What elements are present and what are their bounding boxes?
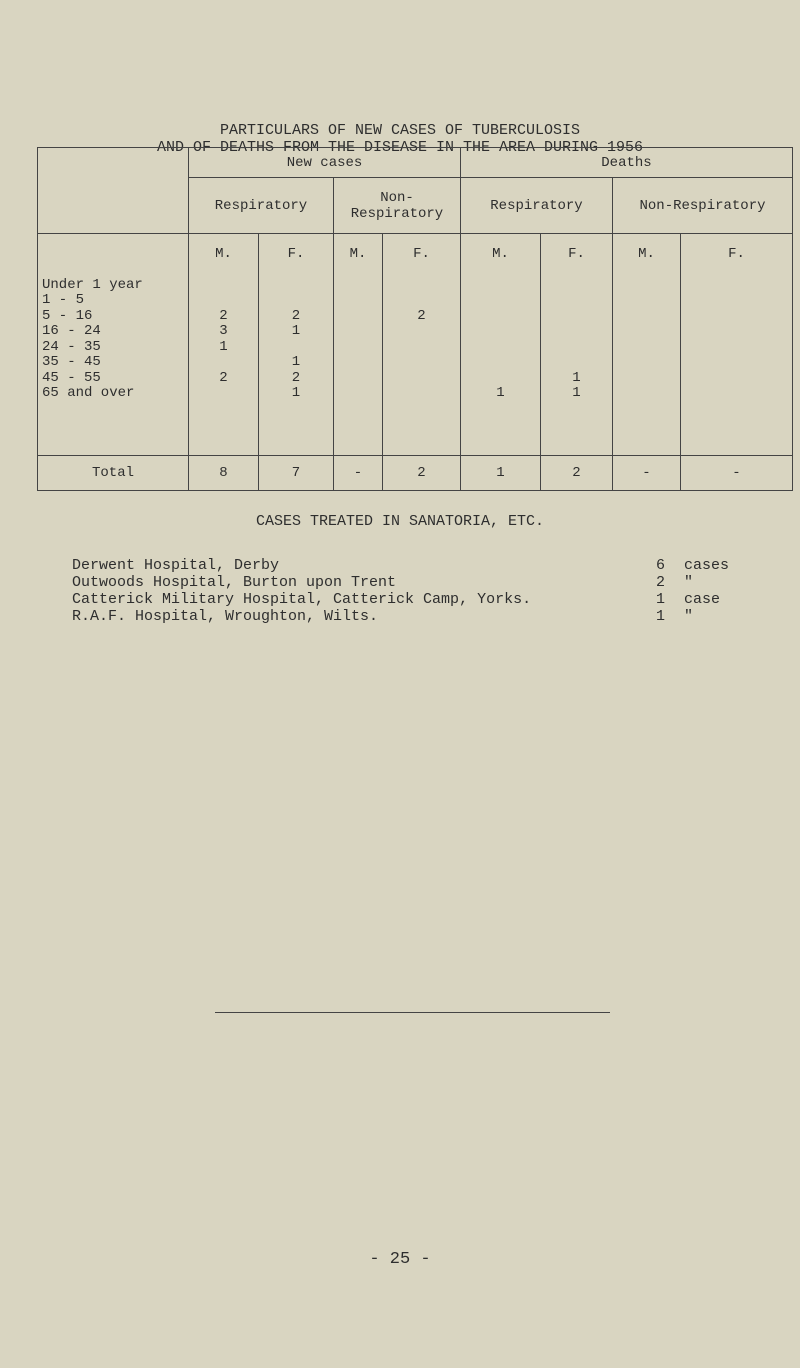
age-group-label: 16 - 24 <box>42 323 101 339</box>
data-cell <box>189 355 258 371</box>
case-count: 1 <box>656 608 666 625</box>
sanatorium-name: Catterick Military Hospital, Catterick Camp, Yorks. <box>72 591 532 608</box>
sanatorium-name: Outwoods Hospital, Burton upon Trent <box>72 574 397 591</box>
case-count: 2 <box>656 574 666 591</box>
total-cell: - <box>681 456 793 491</box>
data-cell <box>259 293 333 309</box>
age-group-label: Under 1 year <box>42 276 143 293</box>
data-cell <box>681 386 792 402</box>
subgroup-header: Non-Respiratory <box>334 178 461 234</box>
data-cell: 1 <box>572 369 581 386</box>
subgroup-header: Non-Respiratory <box>613 178 793 234</box>
data-cell <box>541 340 612 356</box>
data-cell <box>541 355 612 371</box>
sex-header: M. <box>638 246 655 262</box>
group-new-cases: New cases <box>189 148 461 178</box>
data-cell <box>461 340 540 356</box>
total-cell: 8 <box>189 456 259 491</box>
data-cell <box>541 324 612 340</box>
data-cell <box>681 293 792 309</box>
data-cell <box>461 309 540 325</box>
age-group-column <box>38 234 189 456</box>
page-number: - 25 - <box>369 1250 431 1269</box>
divider <box>215 1012 610 1013</box>
data-cell <box>461 278 540 294</box>
data-cell <box>681 324 792 340</box>
data-cell <box>613 309 680 325</box>
data-column <box>541 234 613 456</box>
data-column <box>461 234 541 456</box>
case-unit: " <box>684 574 694 591</box>
data-cell: 2 <box>291 307 301 324</box>
data-cell <box>541 293 612 309</box>
data-cell <box>383 293 460 309</box>
sanatorium-name: Derwent Hospital, Derby <box>72 557 280 574</box>
data-cell <box>541 278 612 294</box>
case-unit: " <box>684 608 694 625</box>
sanatoria-list <box>72 557 772 625</box>
title-line-2: AND OF DEATHS FROM THE DISEASE IN THE AREA DURING 1956 <box>156 139 644 156</box>
total-cell: - <box>613 456 681 491</box>
data-cell: 1 <box>572 385 581 401</box>
data-cell <box>613 293 680 309</box>
data-cell <box>681 309 792 325</box>
data-column <box>189 234 259 456</box>
tuberculosis-table <box>37 147 793 491</box>
sex-header: F. <box>568 246 585 262</box>
age-group-label: 35 - 45 <box>42 354 101 370</box>
case-count: 6 <box>656 557 666 574</box>
data-cell <box>613 278 680 294</box>
data-cell: 1 <box>219 338 228 355</box>
sanatorium-row <box>72 608 772 625</box>
age-group-label: 5 - 16 <box>42 307 93 324</box>
age-group-label: 1 - 5 <box>42 292 85 308</box>
data-cell <box>613 324 680 340</box>
data-cell <box>613 355 680 371</box>
title-line-1: PARTICULARS OF NEW CASES OF TUBERCULOSIS <box>219 122 581 139</box>
corner-cell <box>38 148 189 234</box>
data-cell <box>189 386 258 402</box>
data-cell <box>681 371 792 387</box>
data-cell: 2 <box>291 369 301 386</box>
data-cell <box>461 293 540 309</box>
data-cell <box>461 371 540 387</box>
sanatoria-heading: CASES TREATED IN SANATORIA, ETC. <box>255 513 545 530</box>
sanatorium-name: R.A.F. Hospital, Wroughton, Wilts. <box>72 608 379 625</box>
sex-header: M. <box>349 246 367 262</box>
total-cell: 7 <box>259 456 334 491</box>
age-group-label: 65 and over <box>42 385 135 401</box>
data-cell <box>189 293 258 309</box>
data-cell <box>334 386 382 402</box>
data-cell: 1 <box>291 354 301 370</box>
sex-header: F. <box>287 246 305 262</box>
total-cell: 2 <box>383 456 461 491</box>
data-cell: 2 <box>219 307 228 324</box>
data-cell <box>334 355 382 371</box>
total-label: Total <box>38 456 189 491</box>
data-cell <box>259 278 333 294</box>
data-cell <box>383 278 460 294</box>
data-cell <box>613 386 680 402</box>
total-cell: 1 <box>461 456 541 491</box>
subgroup-header: Respiratory <box>461 178 613 234</box>
data-cell <box>334 309 382 325</box>
total-cell: 2 <box>541 456 613 491</box>
sanatorium-row <box>72 574 772 591</box>
group-deaths: Deaths <box>461 148 793 178</box>
subgroup-header: Respiratory <box>189 178 334 234</box>
data-cell <box>681 340 792 356</box>
data-column <box>259 234 334 456</box>
data-cell <box>334 371 382 387</box>
data-cell <box>383 340 460 356</box>
data-column <box>613 234 681 456</box>
data-cell <box>681 278 792 294</box>
data-cell <box>334 340 382 356</box>
data-cell <box>189 278 258 294</box>
sex-header: M. <box>492 246 509 262</box>
age-group-label: 24 - 35 <box>42 338 101 355</box>
data-column <box>681 234 793 456</box>
case-unit: case <box>684 591 721 608</box>
data-column <box>383 234 461 456</box>
data-cell <box>383 386 460 402</box>
data-cell <box>334 278 382 294</box>
data-cell: 2 <box>417 307 426 324</box>
sex-header: F. <box>413 246 430 262</box>
data-cell <box>541 309 612 325</box>
data-cell: 1 <box>291 323 301 339</box>
data-column <box>334 234 383 456</box>
data-cell: 1 <box>496 385 505 401</box>
data-cell <box>383 355 460 371</box>
data-cell <box>334 293 382 309</box>
total-cell: - <box>334 456 383 491</box>
sex-header: M. <box>215 246 232 262</box>
data-cell <box>461 355 540 371</box>
data-cell <box>334 324 382 340</box>
data-cell <box>681 355 792 371</box>
data-cell <box>461 324 540 340</box>
data-cell <box>259 340 333 356</box>
sanatorium-row <box>72 591 772 608</box>
age-group-label: 45 - 55 <box>42 369 101 386</box>
data-cell <box>613 371 680 387</box>
case-count: 1 <box>656 591 666 608</box>
data-cell: 2 <box>219 369 228 386</box>
data-cell: 3 <box>219 323 228 339</box>
sanatorium-row <box>72 557 772 574</box>
data-cell <box>613 340 680 356</box>
data-cell <box>383 371 460 387</box>
data-cell <box>383 324 460 340</box>
data-cell: 1 <box>291 385 301 401</box>
case-unit: cases <box>684 557 730 574</box>
sex-header: F. <box>728 246 745 262</box>
